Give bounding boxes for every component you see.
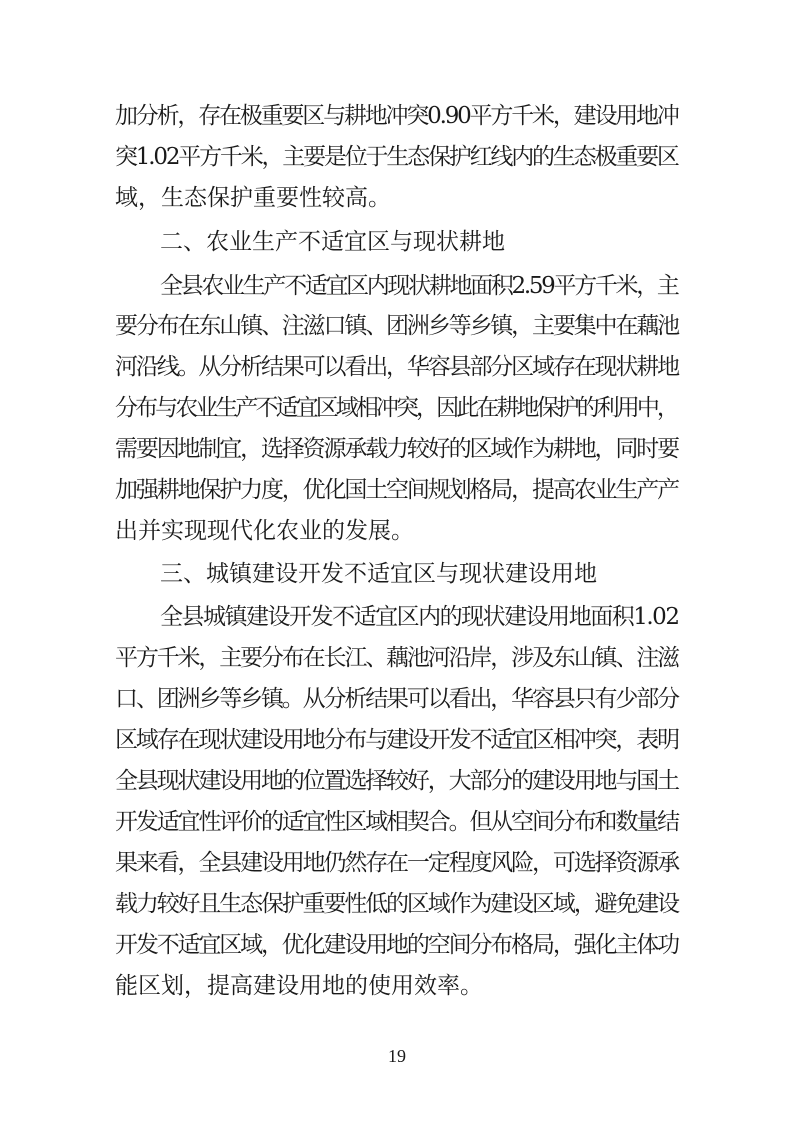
paragraph-line: 口、团洲乡等乡镇。从分析结果可以看出，华容县只有少部分 bbox=[115, 686, 678, 712]
paragraph-line: 加分析，存在极重要区与耕地冲突0.90平方千米，建设用地冲 bbox=[115, 103, 678, 129]
paragraph-line: 分布与农业生产不适宜区域相冲突，因此在耕地保护的利用中， bbox=[115, 395, 677, 421]
paragraph-line: 载力较好且生态保护重要性低的区域作为建设区域，避免建设 bbox=[115, 891, 678, 917]
paragraph-line: 加强耕地保护力度，优化国土空间规划格局，提高农业生产产 bbox=[115, 477, 678, 503]
paragraph-line: 平方千米，主要分布在长江、藕池河沿岸，涉及东山镇、注滋 bbox=[115, 645, 678, 671]
paragraph-line: 出并实现现代化农业的发展。 bbox=[115, 518, 414, 544]
paragraph-line: 能区划，提高建设用地的使用效率。 bbox=[115, 973, 483, 999]
paragraph-line: 开发适宜性评价的适宜性区域相契合。但从空间分布和数量结 bbox=[115, 809, 678, 835]
page-number: 19 bbox=[388, 1046, 406, 1066]
paragraph-line: 全县现状建设用地的位置选择较好，大部分的建设用地与国土 bbox=[115, 768, 678, 794]
paragraph-line: 要分布在东山镇、注滋口镇、团洲乡等乡镇，主要集中在藕池 bbox=[115, 313, 678, 339]
paragraph-line: 需要因地制宜，选择资源承载力较好的区域作为耕地，同时要 bbox=[115, 436, 678, 462]
paragraph-line: 全县农业生产不适宜区内现状耕地面积2.59平方千米，主 bbox=[160, 273, 678, 299]
paragraph-line: 全县城镇建设开发不适宜区内的现状建设用地面积1.02 bbox=[160, 604, 679, 630]
paragraph-line: 河沿线。从分析结果可以看出，华容县部分区域存在现状耕地 bbox=[115, 354, 678, 380]
paragraph-line: 突1.02平方千米，主要是位于生态保护红线内的生态极重要区 bbox=[115, 144, 678, 170]
section-heading: 三、城镇建设开发不适宜区与现状建设用地 bbox=[160, 561, 597, 587]
paragraph-line: 区域存在现状建设用地分布与建设开发不适宜区相冲突，表明 bbox=[115, 727, 678, 753]
paragraph-line: 开发不适宜区域，优化建设用地的空间分布格局，强化主体功 bbox=[115, 932, 678, 958]
paragraph-line: 果来看，全县建设用地仍然存在一定程度风险，可选择资源承 bbox=[115, 850, 678, 876]
paragraph-line: 域，生态保护重要性较高。 bbox=[115, 185, 391, 211]
section-heading: 二、农业生产不适宜区与现状耕地 bbox=[160, 229, 505, 255]
